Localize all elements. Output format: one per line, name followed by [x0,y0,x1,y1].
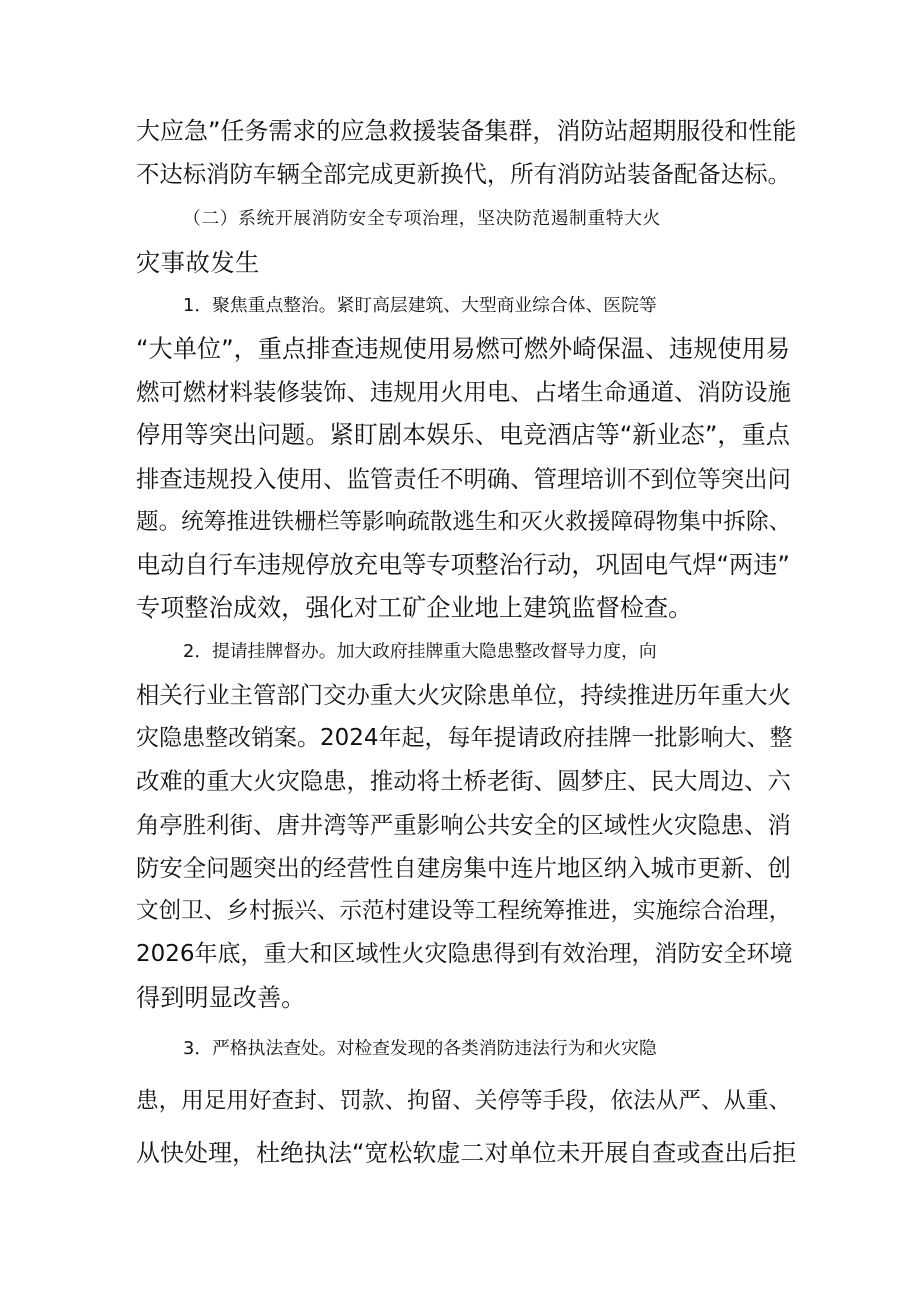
text-line: 2026年底，重大和区域性火灾隐患得到有效治理，消防安全环境 [136,941,793,967]
text-line: 角亭胜利街、唐井湾等严重影响公共安全的区域性火灾隐患、消 [136,811,791,839]
text-line: 题。统筹推进铁栅栏等影响疏散逃生和灭火救援障碍物集中拆除、 [136,509,792,535]
text-line: 电动自行车违规停放充电等专项整治行动，巩固电气焊“两违” [136,551,790,579]
text-line: 排查违规投入使用、监管责任不明确、管理培训不到位等突出问 [136,465,791,493]
text-line: 得到明显改善。 [136,984,306,1012]
text-line: 专项整治成效，强化对工矿企业地上建筑监督检查。 [136,594,693,622]
text-line: 2．提请挂牌督办。加大政府挂牌重大隐患整改督导力度，向 [183,641,657,662]
text-line: 防安全问题突出的经营性自建房集中连片地区纳入城市更新、创 [136,854,791,882]
text-line: 1．聚焦重点整治。紧盯高层建筑、大型商业综合体、医院等 [183,295,657,316]
text-line: 停用等突出问题。紧盯剧本娱乐、电竞酒店等“新业态”，重点 [136,421,790,449]
text-line: 文创卫、乡村振兴、示范村建设等工程统筹推进，实施综合治理， [136,898,792,924]
text-line: 患，用足用好查封、罚款、拘留、关停等手段，依法从严、从重、 [136,1088,792,1114]
text-line: 相关行业主管部门交办重大火灾除患单位，持续推进历年重大火 [136,681,791,709]
text-line: “大单位”，重点排查违规使用易燃可燃外崎保温、违规使用易 [136,335,790,363]
text-line: 燃可燃材料装修装饰、违规用火用电、占堵生命通道、消防设施 [136,378,791,406]
text-line: 大应急”任务需求的应急救援装备集群，消防站超期服役和性能 [136,117,797,145]
text-line: 3．严格执法查处。对检查发现的各类消防违法行为和火灾隐 [183,1038,657,1059]
text-line: 灾隐患整改销案。2024年起，每年提请政府挂牌一批影响大、整 [136,725,793,751]
text-line: 从快处理，杜绝执法“宽松软虚二对单位未开展自查或查出后拒 [136,1139,797,1167]
section-heading: （二）系统开展消防安全专项治理，坚决防范遏制重特大火 [183,208,661,229]
text-line: 改难的重大火灾隐患，推动将土桥老街、圆梦庄、民大周边、六 [136,767,791,795]
text-line: 不达标消防车辆全部完成更新换代，所有消防站装备配备达标。 [136,160,791,188]
section-heading: 灾事故发生 [136,249,260,277]
